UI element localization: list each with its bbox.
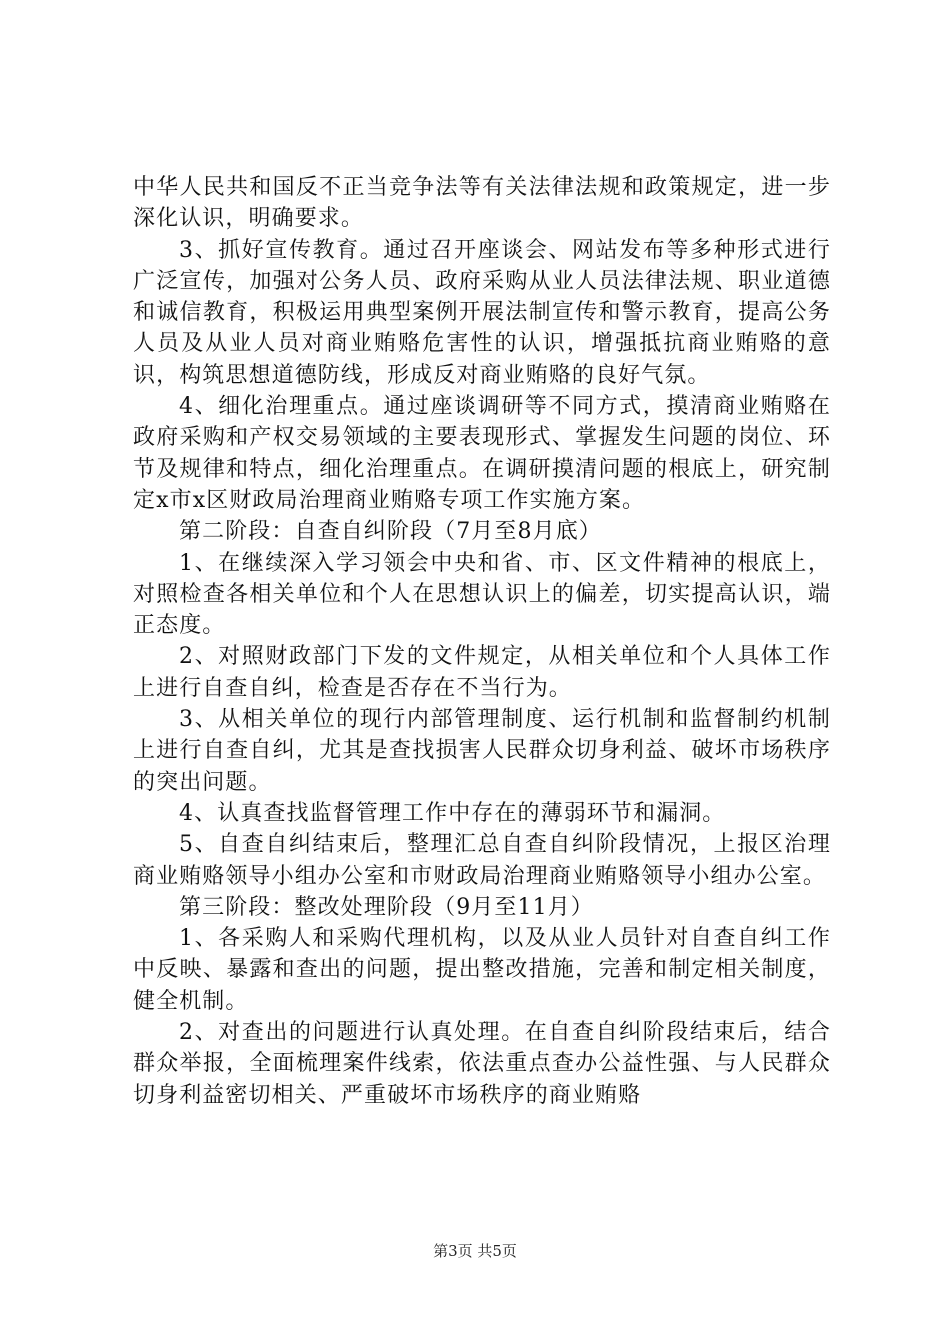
paragraph-7: 4、认真查找监督管理工作中存在的薄弱环节和漏洞。 — [179, 800, 726, 826]
section-heading-stage-2: 第二阶段：自查自纠阶段（7月至8月底） — [179, 519, 602, 545]
paragraph-0: 中华人民共和国反不正当竞争法等有关法律法规和政策规定，进一步深化认识，明确要求。 — [133, 175, 831, 232]
page-number-footer: 第3页 共5页 — [433, 1242, 517, 1260]
paragraph-2: 4、细化治理重点。通过座谈调研等不同方式，摸清商业贿赂在政府采购和产权交易领域的主要表现形式、掌握发生问题的岗位、环节及规律和特点，细化治理重点。在调研摸清问题的根底上，研究制定x市x区财政局治理商业贿赂专项工作实施方案。 — [133, 394, 831, 513]
paragraph-6: 3、从相关单位的现行内部管理制度、运行机制和监督制约机制上进行自查自纠，尤其是查找损害人民群众切身利益、破坏市场秩序的突出问题。 — [133, 707, 831, 795]
paragraph-4: 1、在继续深入学习领会中央和省、市、区文件精神的根底上，对照检查各相关单位和个人在思想认识上的偏差，切实提高认识，端正态度。 — [133, 550, 831, 639]
section-heading-stage-3: 第三阶段：整改处理阶段（9月至11月） — [179, 894, 594, 920]
paragraph-10: 1、各采购人和采购代理机构，以及从业人员针对自查自纠工作中反映、暴露和查出的问题，提出整改措施，完善和制定相关制度，健全机制。 — [133, 926, 831, 1014]
paragraph-1: 3、抓好宣传教育。通过召开座谈会、网站发布等多种形式进行广泛宣传，加强对公务人员、政府采购从业人员法律法规、职业道德和诚信教育，积极运用典型案例开展法制宣传和警示教育，提高公务人员及从业人员对商业贿赂危害性的认识，增强抵抗商业贿赂的意识，构筑思想道德防线，形成反对商业贿赂的良好气氛。 — [133, 237, 831, 388]
paragraph-11: 2、对查出的问题进行认真处理。在自查自纠阶段结束后，结合群众举报，全面梳理案件线索，依法重点查办公益性强、与人民群众切身利益密切相关、严重破坏市场秩序的商业贿赂 — [133, 1020, 831, 1108]
document-body — [133, 172, 831, 1111]
paragraph-8: 5、自查自纠结束后，整理汇总自查自纠阶段情况，上报区治理商业贿赂领导小组办公室和市财政局治理商业贿赂领导小组办公室。 — [133, 832, 831, 889]
paragraph-5: 2、对照财政部门下发的文件规定，从相关单位和个人具体工作上进行自查自纠，检查是否存在不当行为。 — [133, 644, 831, 701]
